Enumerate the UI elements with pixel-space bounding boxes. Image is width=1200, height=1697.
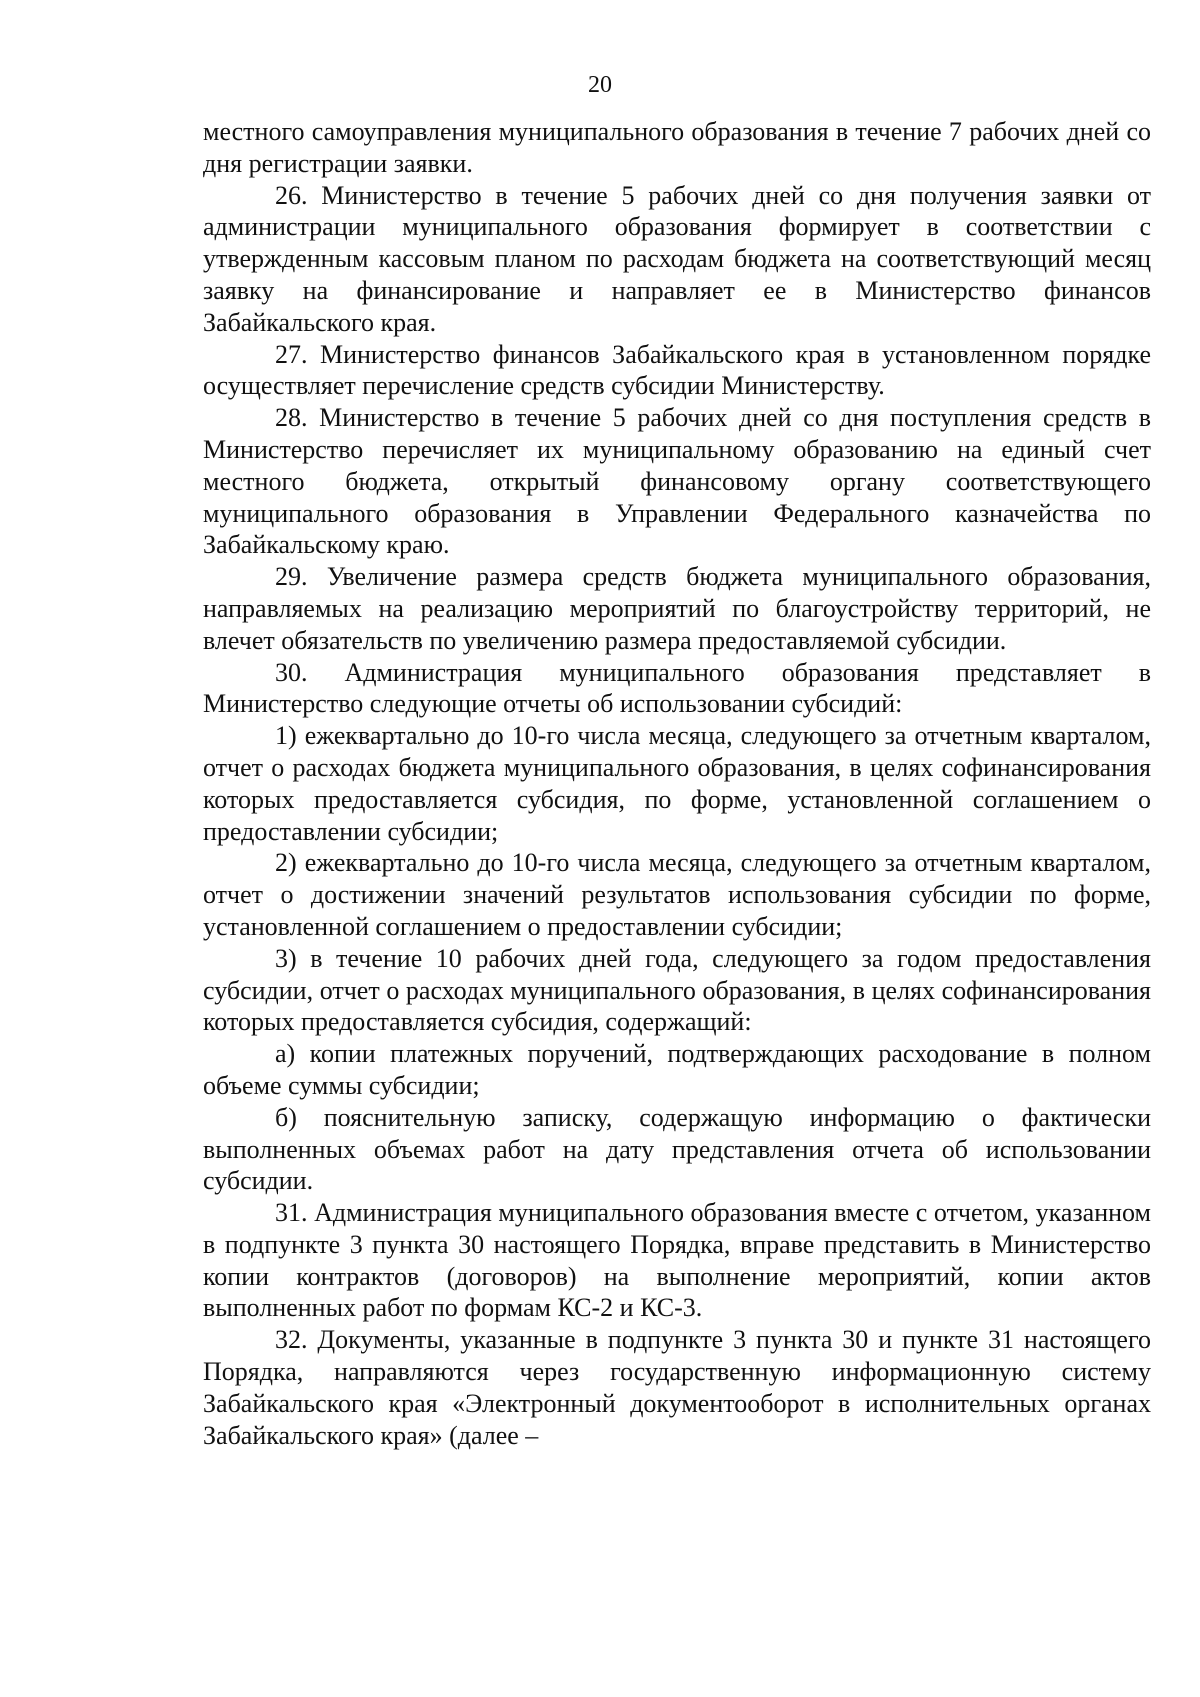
paragraph-30: 30. Администрация муниципального образования представляет в Министерство следующие отчеты об использовании субсидий:	[203, 657, 1151, 719]
subitem-30-2: 2) ежеквартально до 10-го числа месяца, следующего за отчетным кварталом, отчет о достижении значений результатов использования субсидии по форме, установленной соглашением о предоставлении субсидии;	[203, 848, 1151, 941]
page-number: 20	[588, 72, 612, 98]
paragraph-29: 29. Увеличение размера средств бюджета муниципального образования, направляемых на реализацию мероприятий по благоустройству территорий, не влечет обязательств по увеличению размера предоставляемой субсидии.	[203, 562, 1151, 655]
paragraph-32: 32. Документы, указанные в подпункте 3 пункта 30 и пункте 31 настоящего Порядка, направляются через государственную информационную систему Забайкальского края «Электронный документооборот в исполнительных органах Забайкальского края» (далее –	[203, 1325, 1151, 1450]
paragraph-26: 26. Министерство в течение 5 рабочих дней со дня получения заявки от администрации муниципального образования формирует в соответствии с утвержденным кассовым планом по расходам бюджета на соответствующий месяц заявку на финансирование и направляет ее в Министерство финансов Забайкальского края.	[203, 180, 1151, 337]
paragraph-31: 31. Администрация муниципального образования вместе с отчетом, указанном в подпункте 3 пункта 30 настоящего Порядка, вправе представить в Министерство копии контрактов (договоров) на выполнение мероприятий, копии актов выполненных работ по формам КС-2 и КС-3.	[203, 1198, 1151, 1323]
paragraph-27: 27. Министерство финансов Забайкальского края в установленном порядке осуществляет перечисление средств субсидии Министерству.	[203, 339, 1151, 401]
subitem-30-3-a: а) копии платежных поручений, подтверждающих расходование в полном объеме суммы субсидии;	[203, 1039, 1151, 1100]
subitem-30-1: 1) ежеквартально до 10-го числа месяца, следующего за отчетным кварталом, отчет о расходах бюджета муниципального образования, в целях софинансирования которых предоставляется субсидия, по форме, установленной соглашением о предоставлении субсидии;	[203, 721, 1151, 846]
paragraph-28: 28. Министерство в течение 5 рабочих дней со дня поступления средств в Министерство перечисляет их муниципальному образованию на единый счет местного бюджета, открытый финансовому органу соответствующего муниципального образования в Управлении Федерального казначейства по Забайкальскому краю.	[203, 403, 1151, 560]
subitem-30-3: 3) в течение 10 рабочих дней года, следующего за годом предоставления субсидии, отчет о расходах муниципального образования, в целях софинансирования которых предоставляется субсидия, содержащий:	[203, 943, 1151, 1037]
subitem-30-3-b: б) пояснительную записку, содержащую информацию о фактически выполненных объемах работ на дату представления отчета об использовании субсидии.	[203, 1102, 1151, 1196]
paragraph-continuation: местного самоуправления муниципального образования в течение 7 рабочих дней со дня регистрации заявки.	[203, 117, 1151, 178]
document-body	[203, 116, 1151, 1451]
